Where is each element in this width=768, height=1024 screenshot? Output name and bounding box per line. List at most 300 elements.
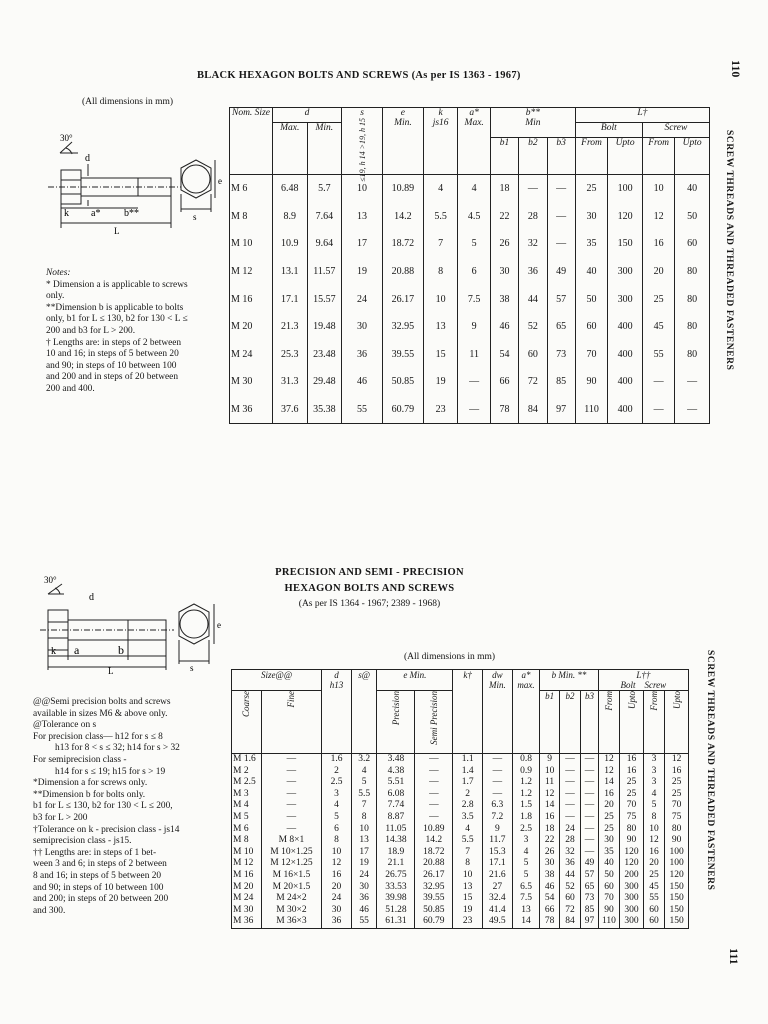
table-cell: M 1.6 — [232, 754, 262, 766]
section2-title-line: PRECISION AND SEMI - PRECISION — [275, 567, 464, 578]
table-cell: 46 — [351, 905, 377, 917]
note-line: and 90; in steps of 10 between 100 — [46, 360, 177, 371]
table-cell: 18 — [490, 175, 518, 203]
table-cell: 60.79 — [415, 916, 453, 928]
table-cell: 12 — [540, 789, 559, 801]
table-cell: 10.89 — [382, 175, 423, 203]
table-cell: 16 — [620, 754, 644, 766]
table-cell: 1.6 — [322, 754, 352, 766]
col-precision — [377, 691, 415, 754]
table-cell: 54 — [490, 341, 518, 369]
table-cell: 7.2 — [482, 812, 512, 824]
table-cell: 4.38 — [377, 766, 415, 778]
col-k: k† — [453, 670, 483, 754]
table-cell: 24 — [559, 824, 581, 836]
table-cell: — — [547, 203, 575, 231]
note-line: * Dimension a is applicable to screws — [46, 279, 188, 290]
table-cell: 4 — [322, 800, 352, 812]
running-head-bottom: SCREW THREADS AND THREADED FASTENERS — [705, 650, 715, 891]
col-a-max: Max. — [464, 118, 484, 128]
table-cell: 65 — [581, 882, 598, 894]
col-b — [490, 108, 575, 138]
table-cell: 30 — [342, 313, 383, 341]
col-d-label: d — [334, 670, 339, 680]
table-cell: 49 — [547, 258, 575, 286]
table-cell: 4 — [423, 175, 458, 203]
table-cell: 25 — [598, 812, 620, 824]
fig1-angle-label: 30° — [60, 133, 73, 143]
table-cell: 46 — [342, 368, 383, 396]
table-cell: — — [458, 368, 490, 396]
table-cell: 39.98 — [377, 893, 415, 905]
table-row — [230, 285, 710, 313]
table-cell: — — [559, 812, 581, 824]
table-cell: 57 — [581, 870, 598, 882]
note-line: 200 and 400. — [46, 383, 95, 394]
col-bolt-from: From — [575, 138, 607, 175]
table-cell: 37.6 — [272, 396, 307, 424]
note-line: **Dimension b is applicable to bolts — [46, 302, 184, 313]
note-line: 8 and 16; in steps of 5 between 20 — [33, 870, 162, 881]
table-cell: 18.72 — [382, 230, 423, 258]
table-cell: 16 — [540, 812, 559, 824]
table-cell: 16 — [643, 847, 665, 859]
table-cell: 12 — [598, 754, 620, 766]
col-e — [382, 108, 423, 175]
table-cell: M 10 — [232, 847, 262, 859]
fig2-a-label: a — [74, 643, 80, 657]
col-screw-from — [643, 691, 665, 754]
note-line: **Dimension b for bolts only. — [33, 789, 146, 800]
table-cell: 4 — [643, 789, 665, 801]
table-cell: 25 — [620, 777, 644, 789]
table-cell: 13 — [342, 203, 383, 231]
table-cell: — — [581, 789, 598, 801]
table-cell: 25 — [665, 789, 689, 801]
table-cell: M 12 — [232, 858, 262, 870]
table-cell: 1.8 — [512, 812, 540, 824]
col-screw-upto — [665, 691, 689, 754]
table-cell: — — [547, 175, 575, 203]
col-d-max: Max. — [272, 123, 307, 175]
table-row — [232, 812, 689, 824]
table-cell: 120 — [608, 203, 643, 231]
table-cell: 15.57 — [307, 285, 342, 313]
table-cell: M 16 — [232, 870, 262, 882]
table-cell: 26 — [490, 230, 518, 258]
note-line: only, b1 for L ≤ 130, b2 for 130 < L ≤ — [46, 314, 188, 325]
table-cell: 72 — [559, 905, 581, 917]
note-line: 200 and b3 for L > 200. — [46, 325, 136, 336]
table-cell: 12 — [322, 858, 352, 870]
table-cell: 84 — [519, 396, 547, 424]
fig2-s-label: s — [190, 663, 194, 673]
table-cell: 120 — [620, 847, 644, 859]
table-cell: 32 — [559, 847, 581, 859]
table-cell: 25 — [620, 789, 644, 801]
table-cell: 12 — [643, 835, 665, 847]
fig1-s-label: s — [193, 212, 197, 222]
table-cell: 22 — [540, 835, 559, 847]
note-line: † Lengths are: in steps of 2 between — [46, 337, 182, 348]
table-cell: — — [581, 812, 598, 824]
table-row — [232, 754, 689, 766]
table-cell: 7 — [351, 800, 377, 812]
note-line: @Tolerance on s — [33, 720, 97, 731]
table-cell: — — [261, 789, 321, 801]
table-cell: 41.4 — [482, 905, 512, 917]
col-b2: b2 — [559, 691, 581, 754]
table-cell: 75 — [620, 812, 644, 824]
table-cell: 10 — [351, 824, 377, 836]
table-cell: 32 — [519, 230, 547, 258]
fig1-d-label: d — [85, 153, 90, 164]
note-line: @@Semi precision bolts and screws — [33, 697, 171, 707]
table-cell: 55 — [342, 396, 383, 424]
table-cell: 55 — [351, 916, 377, 928]
table-cell: 7 — [453, 847, 483, 859]
table-cell: 14.2 — [415, 835, 453, 847]
section1-title: BLACK HEXAGON BOLTS AND SCREWS (As per IS 1363 - 1967) — [197, 70, 521, 81]
table-cell: 36 — [322, 916, 352, 928]
table-cell: 38 — [540, 870, 559, 882]
table-cell: 44 — [559, 870, 581, 882]
table-cell: 25 — [642, 285, 674, 313]
black-hexagon-table — [229, 107, 710, 424]
fig2-k-label: k — [51, 646, 56, 657]
table-cell: 400 — [608, 368, 643, 396]
table-cell: 4 — [458, 175, 490, 203]
note-line: 10 and 16; in steps of 5 between 20 — [46, 349, 179, 360]
table-cell: 30 — [575, 203, 607, 231]
table-cell: 24 — [351, 870, 377, 882]
col-fine-label: Fine — [286, 691, 297, 708]
table-row — [232, 905, 689, 917]
table-cell: 26.17 — [415, 870, 453, 882]
table-cell: 3 — [643, 777, 665, 789]
table-cell: 60 — [675, 230, 710, 258]
section1-notes — [46, 268, 188, 396]
table-cell: — — [675, 396, 710, 424]
col-semi-precision-label: Semi Precision — [428, 691, 439, 745]
table-cell: — — [415, 766, 453, 778]
table-cell: 6.3 — [482, 800, 512, 812]
table-cell: 12 — [598, 766, 620, 778]
note-line: †Tolerance on k - precision class - js14 — [33, 824, 180, 835]
table-cell: 23 — [423, 396, 458, 424]
col-bolt: Bolt — [575, 123, 642, 138]
table-cell: 38 — [490, 285, 518, 313]
table-cell: 7.74 — [377, 800, 415, 812]
fig1-l-label: L — [114, 226, 120, 236]
table-row — [232, 766, 689, 778]
table-cell: 85 — [547, 368, 575, 396]
bolt-diagram-2 — [36, 574, 236, 674]
table-cell: 7.64 — [307, 203, 342, 231]
table-cell: M 6 — [232, 824, 262, 836]
table-cell: 20 — [598, 800, 620, 812]
section2-title-line: (As per IS 1364 - 1967; 2389 - 1968) — [298, 599, 441, 609]
section2-title-line: HEXAGON BOLTS AND SCREWS — [284, 583, 455, 594]
col-d: d — [272, 108, 341, 123]
col-s — [342, 108, 383, 182]
table-cell: 11.7 — [482, 835, 512, 847]
table-cell: M 8×1 — [261, 835, 321, 847]
note-line: and 200; in steps of 20 between 200 — [33, 894, 169, 905]
col-screw-upto: Upto — [675, 138, 710, 175]
table-cell: 40 — [575, 258, 607, 286]
table-cell: — — [547, 230, 575, 258]
table-cell: 110 — [598, 916, 620, 928]
table-cell: 20 — [322, 882, 352, 894]
note-line: only. — [46, 291, 65, 302]
table-cell: — — [581, 766, 598, 778]
table-cell: 15 — [423, 341, 458, 369]
fig2-angle-label: 30° — [44, 575, 57, 585]
table-cell: — — [261, 777, 321, 789]
table-cell: 10 — [423, 285, 458, 313]
table-cell: 36 — [351, 893, 377, 905]
table-cell: 8.9 — [272, 203, 307, 231]
table-cell: 5.5 — [351, 789, 377, 801]
table-cell: 9 — [458, 313, 490, 341]
table-cell: 10 — [322, 847, 352, 859]
col-b1: b1 — [490, 138, 518, 175]
table-cell: 300 — [620, 905, 644, 917]
table-cell: 35 — [598, 847, 620, 859]
table-cell: — — [415, 812, 453, 824]
note-line: h14 for s ≤ 19; h15 for s > 19 — [55, 766, 166, 777]
table-cell: M 24 — [230, 341, 273, 369]
table-cell: 7.5 — [458, 285, 490, 313]
table-row — [232, 824, 689, 836]
table-cell: 10.9 — [272, 230, 307, 258]
col-s-label: s — [360, 108, 364, 118]
table-cell: 50 — [575, 285, 607, 313]
col-e-label: e — [400, 108, 406, 118]
table-cell: 11 — [540, 777, 559, 789]
section2-notes — [33, 697, 180, 917]
table-cell: 52 — [559, 882, 581, 894]
col-lt-label: L†† — [636, 670, 651, 680]
table-cell: 16 — [322, 870, 352, 882]
table-cell: 19.48 — [307, 313, 342, 341]
bolt-diagram-1 — [38, 128, 233, 240]
table-cell: — — [559, 789, 581, 801]
table-cell: 3 — [643, 754, 665, 766]
col-screw: Screw — [642, 123, 709, 138]
table-cell: — — [261, 824, 321, 836]
col-bolt-upto-label: Upto — [626, 691, 637, 709]
table-cell: 16 — [620, 766, 644, 778]
table-cell: — — [261, 800, 321, 812]
table-cell: M 5 — [232, 812, 262, 824]
col-dw: dw Min. — [482, 670, 512, 754]
table-cell: 20.88 — [382, 258, 423, 286]
table-row — [230, 368, 710, 396]
table-cell: — — [581, 847, 598, 859]
table-cell: 28 — [519, 203, 547, 231]
table-row — [230, 396, 710, 424]
table-cell: — — [482, 754, 512, 766]
col-coarse-label: Coarse — [241, 691, 252, 718]
table-cell: 90 — [575, 368, 607, 396]
table-cell: — — [559, 800, 581, 812]
table-row — [230, 203, 710, 231]
table-cell: 10.89 — [415, 824, 453, 836]
table-cell: 6 — [322, 824, 352, 836]
table-cell: 49 — [581, 858, 598, 870]
table-cell: 55 — [643, 893, 665, 905]
table-cell: 26 — [540, 847, 559, 859]
note-line: available in sizes M6 & above only. — [33, 708, 168, 719]
table-cell: — — [482, 766, 512, 778]
table-cell: 32.95 — [415, 882, 453, 894]
table-cell: 9.64 — [307, 230, 342, 258]
table-cell: 1.2 — [512, 789, 540, 801]
col-k — [423, 108, 458, 175]
table-cell: 1.5 — [512, 800, 540, 812]
table-cell: 12 — [642, 203, 674, 231]
table-cell: M 20 — [232, 882, 262, 894]
table-cell: 9 — [540, 754, 559, 766]
table-cell: 18.9 — [377, 847, 415, 859]
table-cell: 18 — [540, 824, 559, 836]
table-cell: 29.48 — [307, 368, 342, 396]
table-cell: 8 — [423, 258, 458, 286]
table-cell: 2 — [453, 789, 483, 801]
note-line: and 200 and in steps of 20 between — [46, 372, 179, 383]
table-cell: 8 — [322, 835, 352, 847]
table-cell: 78 — [490, 396, 518, 424]
table-cell: 4 — [351, 766, 377, 778]
table-cell: — — [482, 777, 512, 789]
col-semi-precision — [415, 691, 453, 754]
table-cell: 54 — [540, 893, 559, 905]
table-cell: M 10×1.25 — [261, 847, 321, 859]
table-cell: 1.4 — [453, 766, 483, 778]
table-cell: 22 — [490, 203, 518, 231]
table-cell: 60 — [643, 916, 665, 928]
table-cell: M 20×1.5 — [261, 882, 321, 894]
table-cell: M 6 — [230, 175, 273, 203]
table-cell: 75 — [665, 812, 689, 824]
table-cell: 70 — [575, 341, 607, 369]
note-line: b1 for L ≤ 130, b2 for 130 < L ≤ 200, — [33, 801, 173, 812]
table-cell: 2.8 — [453, 800, 483, 812]
table-cell: 80 — [675, 258, 710, 286]
table-cell: 31.3 — [272, 368, 307, 396]
table-cell: 24 — [322, 893, 352, 905]
table-cell: 36 — [519, 258, 547, 286]
table-cell: 20 — [643, 858, 665, 870]
table-cell: 50.85 — [415, 905, 453, 917]
table-cell: M 16 — [230, 285, 273, 313]
table-row — [232, 847, 689, 859]
table-cell: 5.5 — [423, 203, 458, 231]
table-cell: 300 — [620, 916, 644, 928]
table-cell: 14 — [512, 916, 540, 928]
table-cell: M 36 — [230, 396, 273, 424]
col-b2: b2 — [519, 138, 547, 175]
col-lt — [598, 670, 688, 691]
table-cell: — — [261, 766, 321, 778]
note-line: h13 for 8 < s ≤ 32; h14 for s > 32 — [55, 743, 180, 754]
table-cell: — — [458, 396, 490, 424]
table-cell: 150 — [665, 882, 689, 894]
table-cell: 10 — [642, 175, 674, 203]
table-cell: 5.7 — [307, 175, 342, 203]
table-cell: 19 — [351, 858, 377, 870]
table-cell: 60 — [643, 905, 665, 917]
table-cell: 73 — [581, 893, 598, 905]
table-cell: 5 — [458, 230, 490, 258]
table-cell: — — [261, 812, 321, 824]
table-cell: 30 — [322, 905, 352, 917]
table-cell: — — [581, 754, 598, 766]
table-cell: 11.57 — [307, 258, 342, 286]
table-cell: 70 — [665, 800, 689, 812]
table-cell: 50 — [598, 870, 620, 882]
col-d — [322, 670, 352, 754]
table-cell: M 24×2 — [261, 893, 321, 905]
table-cell: 60 — [519, 341, 547, 369]
table-cell: 33.53 — [377, 882, 415, 894]
table-row — [232, 789, 689, 801]
table-cell: 9 — [482, 824, 512, 836]
table-cell: 30 — [540, 858, 559, 870]
table-cell: 90 — [620, 835, 644, 847]
table-cell: 24 — [342, 285, 383, 313]
black-hexagon-table-body — [230, 175, 710, 424]
col-k-label: k — [438, 108, 443, 118]
table-cell: 26.17 — [382, 285, 423, 313]
fig2-b-label: b — [118, 643, 124, 657]
note-line: and 300. — [33, 905, 66, 916]
table-cell: M 30 — [230, 368, 273, 396]
table-cell: 36 — [342, 341, 383, 369]
table-cell: 14 — [540, 800, 559, 812]
table-cell: 23.48 — [307, 341, 342, 369]
table-cell: 40 — [598, 858, 620, 870]
table-cell: 5 — [643, 800, 665, 812]
table-cell: 66 — [540, 905, 559, 917]
table-cell: 73 — [547, 341, 575, 369]
fig2-d-label: d — [89, 592, 94, 603]
table-cell: 60 — [575, 313, 607, 341]
table-cell: — — [559, 777, 581, 789]
table-cell: 300 — [608, 258, 643, 286]
col-bolt-from-label: From — [603, 691, 614, 711]
table-cell: — — [415, 754, 453, 766]
table-cell: 52 — [519, 313, 547, 341]
table-cell: 12 — [665, 754, 689, 766]
table-cell: M 24 — [232, 893, 262, 905]
table-cell: 3 — [643, 766, 665, 778]
table-cell: 5 — [322, 812, 352, 824]
table-cell: M 10 — [230, 230, 273, 258]
col-a-label: a* — [469, 108, 479, 118]
table-cell: 60.79 — [382, 396, 423, 424]
table-cell: 4 — [512, 847, 540, 859]
table-cell: 100 — [665, 847, 689, 859]
table-row — [230, 258, 710, 286]
page-number-bottom: 111 — [727, 948, 741, 965]
note-line: For semiprecision class - — [33, 754, 127, 765]
table-cell: 1.2 — [512, 777, 540, 789]
table-row — [232, 882, 689, 894]
table-cell: 18.72 — [415, 847, 453, 859]
